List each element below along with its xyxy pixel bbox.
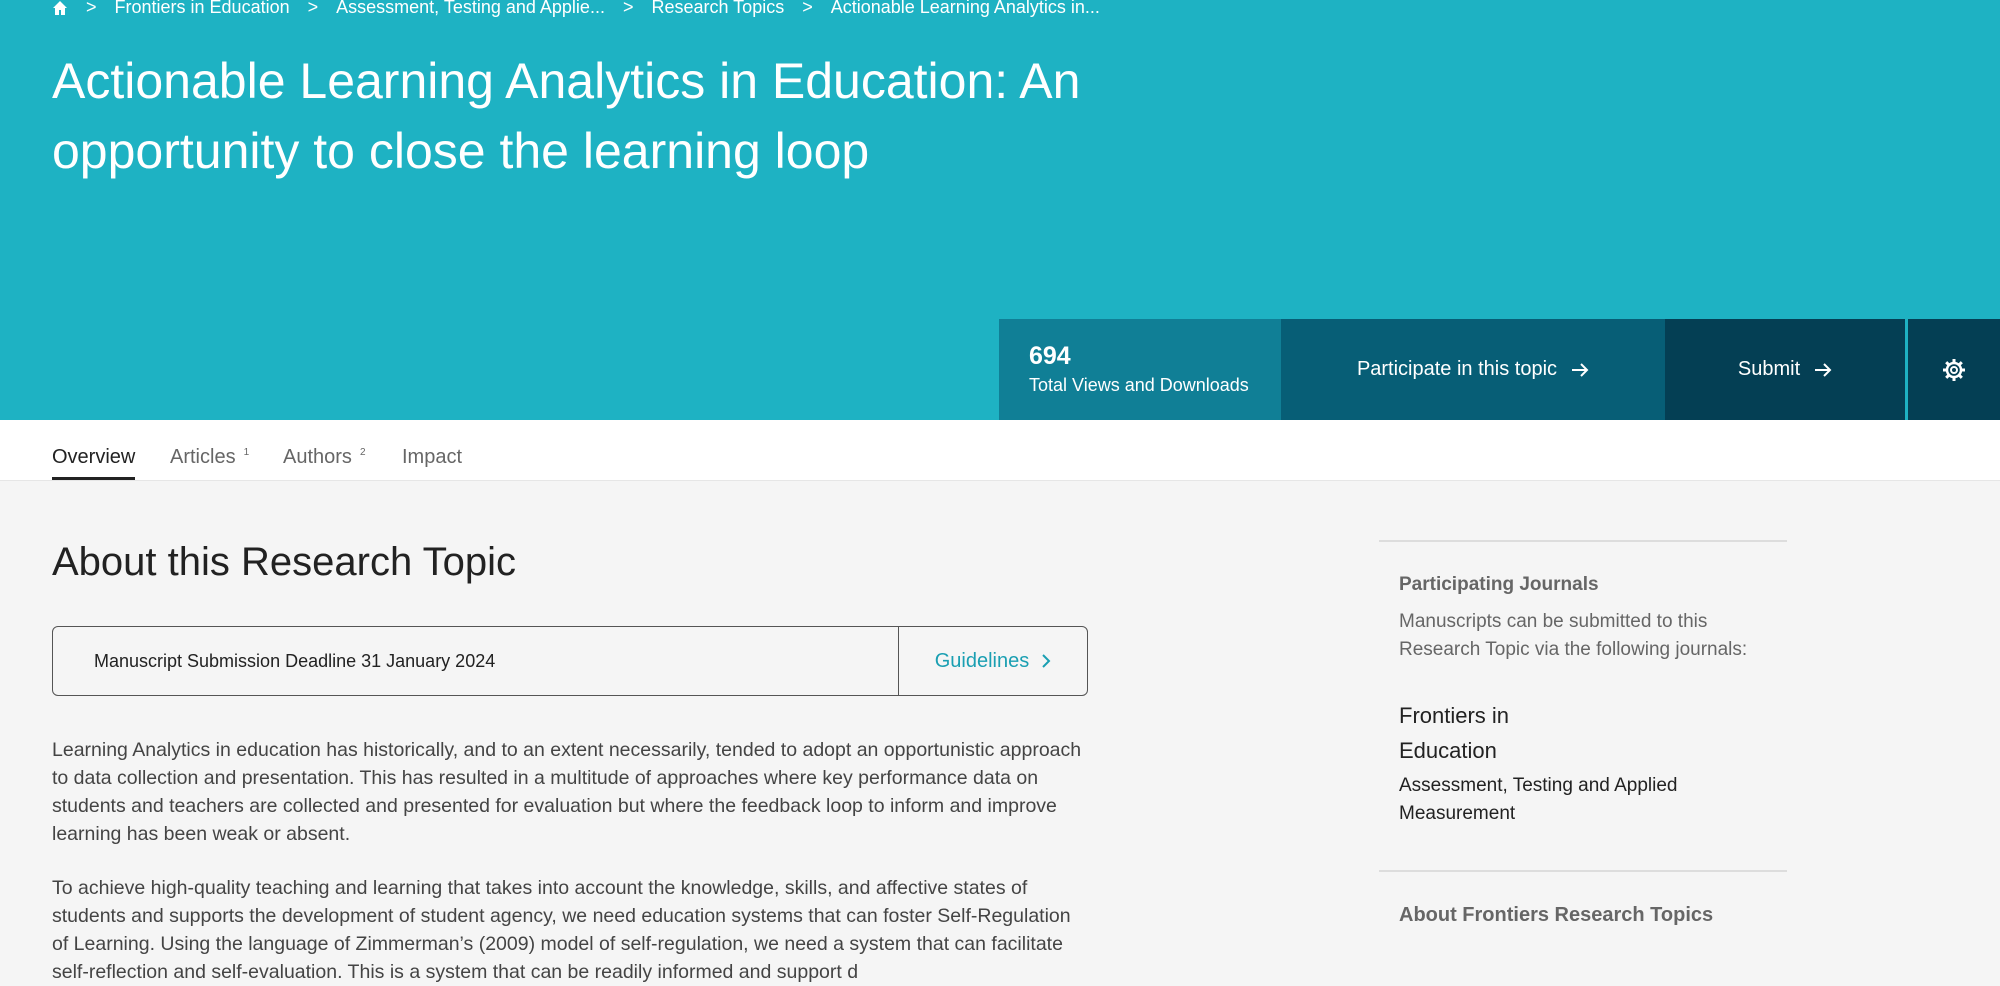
tab-authors-count: 2	[359, 447, 366, 459]
home-icon[interactable]	[52, 0, 68, 16]
sidebar-text: Manuscripts can be submitted to this Research Topic via the following journals:	[1399, 611, 1748, 660]
sidebar-heading: Participating Journals	[1399, 574, 1599, 595]
tab-articles-label: Articles	[170, 446, 236, 468]
journal-section[interactable]: Assessment, Testing and Applied Measurement	[1399, 775, 1678, 824]
breadcrumb-current[interactable]: Actionable Learning Analytics in...	[830, 0, 1100, 17]
divider	[1379, 870, 1787, 872]
action-bar	[999, 319, 2000, 420]
gear-icon	[1942, 358, 1966, 382]
tab-impact[interactable]	[402, 446, 462, 477]
chevron-right-icon: >	[622, 0, 634, 17]
participate-button[interactable]	[1281, 319, 1665, 420]
section-title: About this Research Topic	[52, 540, 516, 584]
views-stat	[999, 319, 1281, 420]
breadcrumb-section[interactable]: Assessment, Testing and Applie...	[336, 0, 605, 17]
submit-label: Submit	[1737, 358, 1801, 380]
views-count: 694	[1029, 342, 1071, 370]
paragraph-2: To achieve high-quality teaching and learning that takes into account the knowledge, skills, and affective states of students and supports the development of student agency, we need education systems that can foster Self-Regulation of Learning. Using the language of Zimmerman’s (2009) model of self-regulation, we need a system that can facilitate self-reflection and self-evaluation. This is a system that can be readily informed and support d	[52, 877, 1071, 983]
participate-label: Participate in this topic	[1356, 358, 1558, 380]
sidebar-heading-about[interactable]: About Frontiers Research Topics	[1399, 904, 1714, 926]
settings-button[interactable]	[1908, 319, 2000, 420]
views-label: Total Views and Downloads	[1029, 375, 1249, 395]
arrow-right-icon	[1571, 363, 1589, 377]
tab-authors[interactable]	[283, 446, 366, 477]
chevron-right-icon	[1041, 653, 1051, 669]
tab-overview-label: Overview	[52, 446, 136, 468]
divider	[1379, 540, 1787, 542]
chevron-right-icon: >	[307, 0, 319, 17]
breadcrumb-journal[interactable]: Frontiers in Education	[114, 0, 290, 17]
chevron-right-icon: >	[802, 0, 813, 17]
tab-bar	[0, 420, 2000, 481]
tab-articles[interactable]	[170, 446, 249, 477]
tab-overview[interactable]	[52, 446, 135, 480]
arrow-right-icon	[1814, 363, 1832, 377]
guidelines-link[interactable]	[899, 650, 1087, 673]
tab-authors-label: Authors	[283, 446, 352, 468]
submit-button[interactable]	[1665, 319, 1905, 420]
journal-name[interactable]: Frontiers in Education	[1399, 703, 1510, 763]
breadcrumb	[52, 0, 1100, 20]
page-title: Actionable Learning Analytics in Education: An opportunity to close the learning loop	[52, 53, 1081, 179]
tab-articles-count: 1	[243, 447, 250, 459]
breadcrumb-research-topics[interactable]: Research Topics	[651, 0, 785, 17]
deadline-label: Manuscript Submission Deadline 31 January 2024	[94, 650, 496, 671]
deadline-box	[52, 626, 1088, 696]
guidelines-label: Guidelines	[934, 649, 1030, 672]
hero-banner	[0, 0, 2000, 420]
sidebar	[1379, 540, 1787, 927]
tab-impact-label: Impact	[402, 446, 463, 468]
chevron-right-icon: >	[86, 0, 97, 17]
paragraph-1: Learning Analytics in education has historically, and to an extent necessarily, tended to adopt an opportunistic approach to data collection and presentation. This has resulted in a multitude of approaches where key performance data on students and teachers are collected and presented for evaluation but where the feedback loop to inform and improve learning has been weak or absent.	[52, 739, 1082, 845]
